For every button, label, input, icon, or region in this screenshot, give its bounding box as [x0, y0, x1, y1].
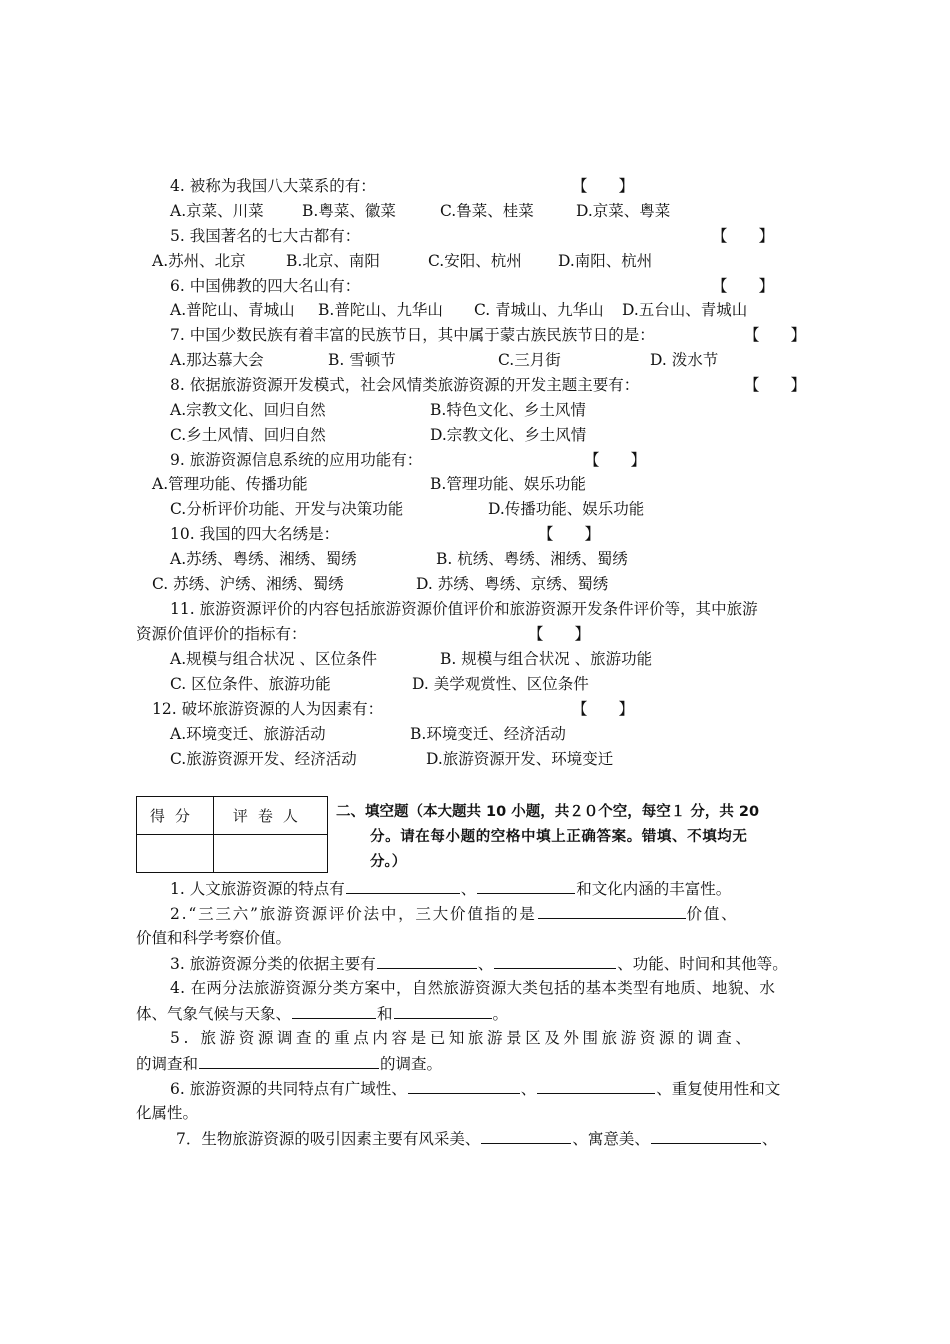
- option-9a: A.管理功能、传播功能: [152, 475, 308, 493]
- option-4c: C.鲁菜、桂菜: [440, 202, 534, 220]
- question-11-cont: 资源价值评价的指标有：: [136, 625, 307, 643]
- fill-question-2: [170, 903, 738, 924]
- answer-bracket-9: 【 】: [584, 451, 647, 469]
- fill-5-text-b: 的调查。: [380, 1055, 443, 1073]
- option-10c: C. 苏绣、沪绣、湘绣、蜀绣: [152, 575, 344, 593]
- fill-2-text-a: 2.“三三六”旅游资源评价法中，三大价值指的是: [170, 905, 537, 923]
- fill-6-text-c: 、重复使用性和文: [656, 1080, 781, 1098]
- fill-question-3: [170, 953, 788, 974]
- question-11: 11. 旅游资源评价的内容包括旅游资源价值评价和旅游资源开发条件评价等，其中旅游: [170, 600, 758, 618]
- answer-bracket-11: 【 】: [528, 625, 591, 643]
- fill-6-blank-1[interactable]: [408, 1078, 520, 1094]
- fill-7-blank-1[interactable]: [481, 1128, 571, 1144]
- option-6c: C. 青城山、九华山: [474, 301, 604, 319]
- option-11b: B. 规模与组合状况 、旅游功能: [440, 650, 653, 668]
- option-7b: B. 雪顿节: [328, 351, 396, 369]
- question-8: 8. 依据旅游资源开发模式，社会风情类旅游资源的开发主题主要有：: [170, 376, 640, 394]
- fill-6-text-b: 、: [520, 1080, 537, 1098]
- fill-4-text-c: 。: [492, 1005, 509, 1023]
- option-10b: B. 杭绣、粤绣、湘绣、蜀绣: [436, 550, 628, 568]
- fill-question-6-cont: 化属性。: [136, 1104, 199, 1122]
- section2-heading-line2: 分。请在每小题的空格中填上正确答案。错填、不填均无: [370, 829, 748, 845]
- fill-1-text-c: 和文化内涵的丰富性。: [576, 880, 732, 898]
- fill-3-text-a: 3. 旅游资源分类的依据主要有: [170, 955, 376, 973]
- fill-1-blank-2[interactable]: [477, 878, 575, 894]
- score-table: [136, 796, 328, 873]
- fill-4-text-a: 体、气象气候与天象、: [136, 1005, 292, 1023]
- fill-3-text-c: 、功能、时间和其他等。: [617, 955, 788, 973]
- option-5c: C.安阳、杭州: [428, 252, 522, 270]
- option-7a: A.那达慕大会: [170, 351, 264, 369]
- option-8a: A.宗教文化、回归自然: [170, 401, 326, 419]
- fill-question-6: [170, 1078, 780, 1099]
- option-5b: B.北京、南阳: [286, 252, 380, 270]
- fill-2-blank-1[interactable]: [538, 903, 686, 919]
- answer-bracket-4: 【 】: [572, 177, 635, 195]
- option-5a: A.苏州、北京: [152, 252, 246, 270]
- fill-7-text-b: 、寓意美、: [572, 1130, 650, 1148]
- reviewer-header: 评卷人: [213, 797, 327, 835]
- fill-question-4-cont: [136, 1003, 508, 1024]
- option-9d: D.传播功能、娱乐功能: [488, 500, 645, 518]
- option-4d: D.京菜、粤菜: [576, 202, 671, 220]
- answer-bracket-5: 【 】: [712, 227, 775, 245]
- fill-7-text-c: 、: [761, 1130, 778, 1148]
- answer-bracket-7: 【 】: [744, 326, 807, 344]
- fill-6-blank-2[interactable]: [537, 1078, 655, 1094]
- fill-6-text-a: 6. 旅游资源的共同特点有广域性、: [170, 1080, 407, 1098]
- fill-question-7: [176, 1128, 777, 1149]
- option-12c: C.旅游资源开发、经济活动: [170, 750, 357, 768]
- fill-7-text-a: 7．生物旅游资源的吸引因素主要有风采美、: [176, 1130, 481, 1148]
- fill-question-5: 5. 旅游资源调查的重点内容是已知旅游景区及外围旅游资源的调查、: [170, 1029, 755, 1047]
- option-11a: A.规模与组合状况 、区位条件: [170, 650, 378, 668]
- option-4a: A.京菜、川菜: [170, 202, 264, 220]
- question-10: 10. 我国的四大名绣是：: [170, 525, 340, 543]
- fill-3-blank-2[interactable]: [494, 953, 616, 969]
- fill-1-text-b: 、: [460, 880, 477, 898]
- answer-bracket-6: 【 】: [712, 277, 775, 295]
- question-12: 12. 破坏旅游资源的人为因素有：: [152, 700, 384, 718]
- fill-4-blank-2[interactable]: [394, 1003, 492, 1019]
- fill-question-2-cont: 价值和科学考察价值。: [136, 929, 292, 947]
- option-7d: D. 泼水节: [650, 351, 719, 369]
- question-7: 7. 中国少数民族有着丰富的民族节日，其中属于蒙古族民族节日的是：: [170, 326, 655, 344]
- section2-heading-line1: 二、填空题（本大题共 10 小题，共２０个空，每空１ 分，共 20: [336, 804, 760, 820]
- fill-1-text-a: 1. 人文旅游资源的特点有: [170, 880, 345, 898]
- fill-question-5-cont: [136, 1053, 442, 1074]
- fill-3-blank-1[interactable]: [377, 953, 477, 969]
- section2-heading-line3: 分。）: [370, 854, 407, 870]
- option-9b: B.管理功能、娱乐功能: [430, 475, 586, 493]
- option-9c: C.分析评价功能、开发与决策功能: [170, 500, 404, 518]
- option-10a: A.苏绣、粤绣、湘绣、蜀绣: [170, 550, 357, 568]
- option-6a: A.普陀山、青城山: [170, 301, 295, 319]
- option-12b: B.环境变迁、经济活动: [410, 725, 566, 743]
- option-8d: D.宗教文化、乡土风情: [430, 426, 587, 444]
- option-5d: D.南阳、杭州: [558, 252, 653, 270]
- fill-4-text-b: 和: [377, 1005, 393, 1023]
- option-4b: B.粤菜、徽菜: [302, 202, 396, 220]
- option-8c: C.乡土风情、回归自然: [170, 426, 326, 444]
- fill-4-blank-1[interactable]: [292, 1003, 376, 1019]
- answer-bracket-12: 【 】: [572, 700, 635, 718]
- fill-question-4: 4. 在两分法旅游资源分类方案中，自然旅游资源大类包括的基本类型有地质、地貌、水: [170, 979, 776, 997]
- question-5: 5. 我国著名的七大古都有：: [170, 227, 361, 245]
- option-12a: A.环境变迁、旅游活动: [170, 725, 326, 743]
- score-header: 得分: [137, 797, 214, 835]
- question-4: 4. 被称为我国八大菜系的有：: [170, 177, 376, 195]
- fill-7-blank-2[interactable]: [651, 1128, 761, 1144]
- option-6b: B.普陀山、九华山: [318, 301, 443, 319]
- option-11c: C. 区位条件、旅游功能: [170, 675, 331, 693]
- answer-bracket-8: 【 】: [744, 376, 807, 394]
- question-9: 9. 旅游资源信息系统的应用功能有：: [170, 451, 423, 469]
- question-6: 6. 中国佛教的四大名山有：: [170, 277, 361, 295]
- fill-5-blank-1[interactable]: [199, 1053, 379, 1069]
- option-7c: C.三月街: [498, 351, 561, 369]
- option-10d: D. 苏绣、粤绣、京绣、蜀绣: [416, 575, 609, 593]
- option-11d: D. 美学观赏性、区位条件: [412, 675, 589, 693]
- fill-2-text-b: 价值、: [686, 905, 739, 923]
- option-12d: D.旅游资源开发、环境变迁: [426, 750, 614, 768]
- reviewer-cell[interactable]: [213, 835, 327, 873]
- fill-question-1: [170, 878, 731, 899]
- fill-5-text-a: 的调查和: [136, 1055, 199, 1073]
- option-6d: D.五台山、青城山: [622, 301, 748, 319]
- fill-1-blank-1[interactable]: [346, 878, 460, 894]
- score-cell[interactable]: [137, 835, 214, 873]
- fill-3-text-b: 、: [477, 955, 494, 973]
- answer-bracket-10: 【 】: [538, 525, 601, 543]
- option-8b: B.特色文化、乡土风情: [430, 401, 586, 419]
